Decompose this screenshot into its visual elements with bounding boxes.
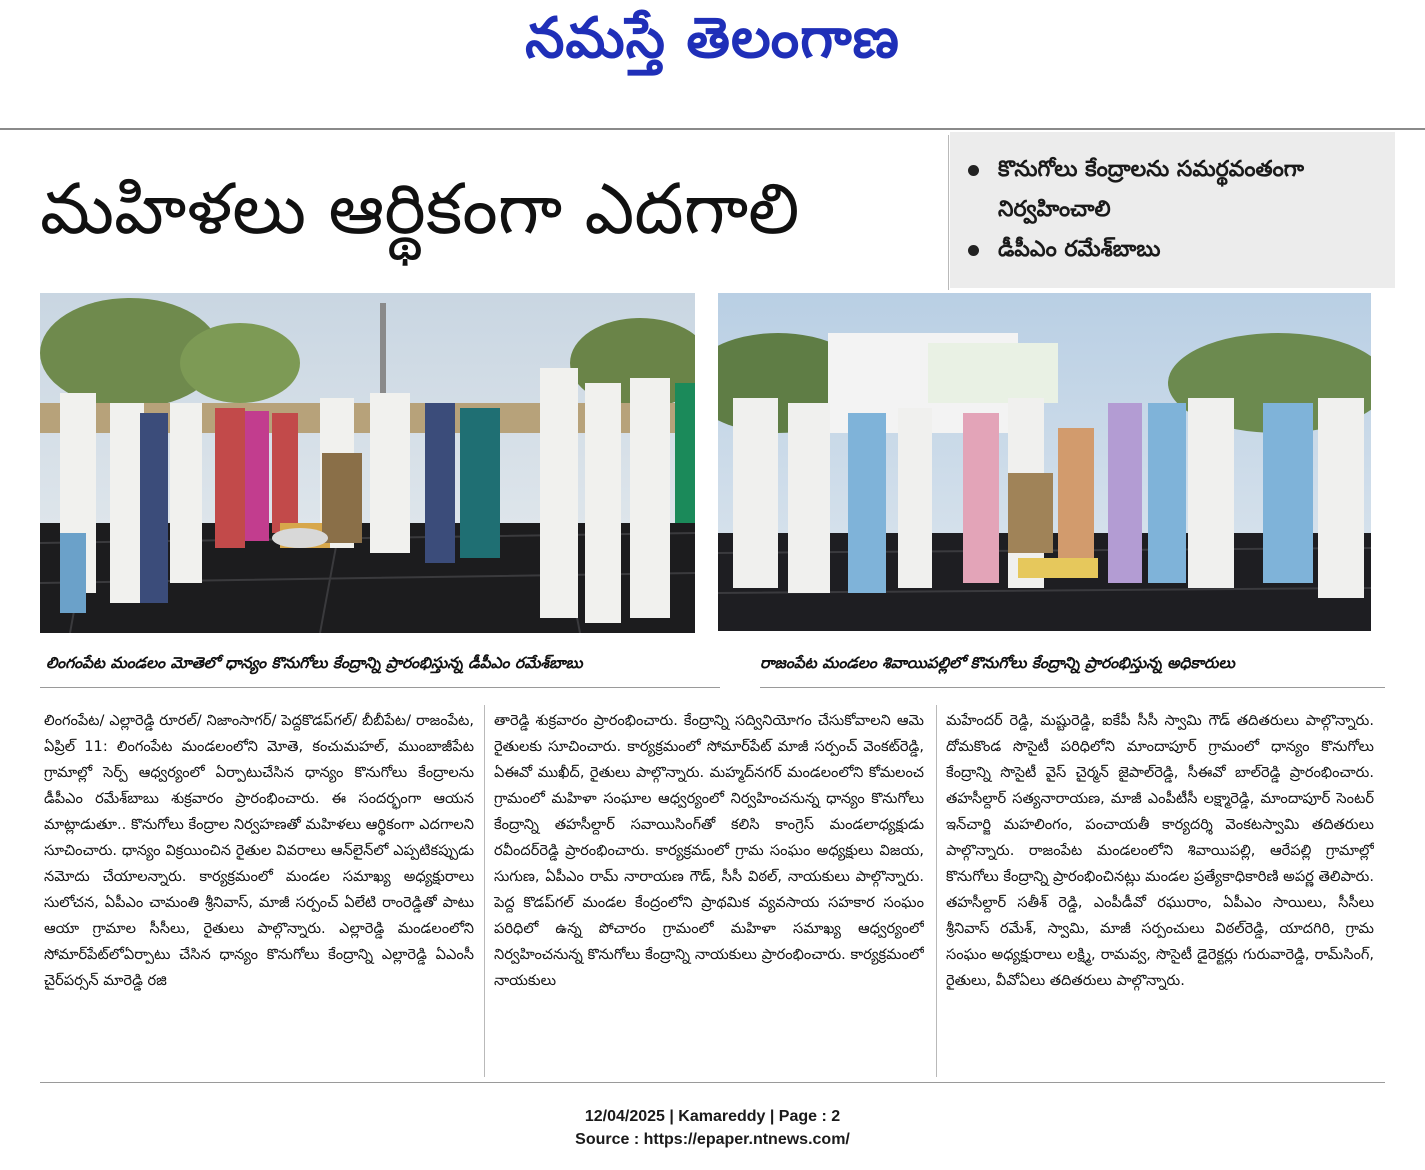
caption-divider-right [760, 687, 1385, 688]
caption-divider-left [40, 687, 720, 688]
bullet-icon [968, 245, 979, 256]
article-column-2 [494, 708, 924, 1076]
highlights-box [950, 132, 1395, 288]
column-divider [484, 705, 485, 1077]
newspaper-logo: నమస్తే తెలంగాణ [525, 6, 900, 71]
bullet-icon [968, 165, 979, 176]
highlight-item [964, 230, 1381, 270]
photo-right-caption: రాజంపేట మండలం శివాయిపల్లిలో కొనుగోలు కేంద్రాన్ని ప్రారంభిస్తున్న అధికారులు [760, 654, 1235, 672]
footer-dateline: 12/04/2025 | Kamareddy | Page : 2 [584, 1108, 841, 1125]
column-divider [936, 705, 937, 1077]
footer-source: Source : https://epaper.ntnews.com/ [575, 1131, 850, 1148]
headline-divider [948, 135, 949, 290]
photo-left-caption: లింగంపేట మండలం మోతెలో ధాన్యం కొనుగోలు కేంద్రాన్ని ప్రారంభిస్తున్న డీపీఎం రమేశ్‌బాబు [46, 654, 583, 672]
column-text: తారెడ్డి శుక్రవారం ప్రారంభించారు. కేంద్రాన్ని సద్వినియోగం చేసుకోవాలని ఆమె రైతులకు సూచించారు. కార్యక్రమంలో సోమార్‌పేట్‌ మాజీ సర్పంచ్‌ వెంకట్‌రెడ్డి, ఏఈవో ముఖీద్‌, రైతులు పాల్గొన్నారు. మహ్మద్‌నగర్‌ మండలంలోని కోమలంచ గ్రామంలో మహిళా సంఘాల ఆధ్వర్యంలో నిర్వహించనున్న ధాన్యం కొనుగోలు కేంద్రాన్ని తహసీల్దార్‌ సవాయిసింగ్‌తో కలిసి కాంగ్రెస్‌ మండలాధ్యక్షుడు రవీందర్‌రెడ్డి ప్రారంభించారు. కార్యక్రమంలో గ్రామ సంఘం అధ్యక్షులు విజయ, సుగుణ, ఏపీఎం రామ్‌ నారాయణ గౌడ్‌, సీసీ విఠల్‌, నాయకులు పాల్గొన్నారు. పెద్ద కొడప్‌గల్‌ మండల కేంద్రంలోని ప్రాథమిక వ్యవసాయ సహకార సంఘం పరిధిలో ఉన్న పోచారం గ్రామంలో మహిళా సమాఖ్య ఆధ్వర్యంలో నిర్వహించనున్న కొనుగోలు కేంద్రాన్ని నాయకులు ప్రారంభించారు. కార్యక్రమంలో నాయకులు [494, 712, 924, 989]
photo-right [718, 293, 1371, 631]
column-text: లింగంపేట/ ఎల్లారెడ్డి రూరల్‌/ నిజాంసాగర్‌/ పెద్దకొడప్‌గల్‌/ బీబీపేట/ రాజంపేట, ఏప్రిల్‌ 11: లింగంపేట మండలంలోని మోతె, కంచుమహల్‌, ముంబాజీపేట గ్రామాల్లో సెర్ప్‌ ఆధ్వర్యంలో ఏర్పాటుచేసిన ధాన్యం కొనుగోలు కేంద్రాలను డీపీఎం రమేశ్‌బాబు శుక్రవారం ప్రారంభించారు. ఈ సందర్భంగా ఆయన మాట్లాడుతూ.. కొనుగోలు కేంద్రాల నిర్వహణతో మహిళలు ఆర్థికంగా ఎదగాలని సూచించారు. ధాన్యం విక్రయించిన రైతుల వివరాలు ఆన్‌లైన్‌లో ఎప్పటికప్పుడు నమోదు చేయాలన్నారు. కార్యక్రమంలో మండల సమాఖ్య అధ్యక్షురాలు సులోచన, ఏపీఎం చామంతి శ్రీనివాస్‌, మాజీ సర్పంచ్‌ ఏలేటి రాంరెడ్డితో పాటు ఆయా గ్రామాల సీసీలు, రైతులు పాల్గొన్నారు. ఎల్లారెడ్డి మండలంలోని సోమార్‌పేట్‌లోఏర్పాటు చేసిన ధాన్యం కొనుగోలు కేంద్రాన్ని ఎల్లారెడ్డి ఏఎంసీ చైర్‌పర్సన్‌ మారెడ్డి రజి [44, 712, 474, 989]
column-text: మహేందర్‌ రెడ్డి, మష్టురెడ్డి, ఐకేపీ సీసీ స్వామి గౌడ్‌ తదితరులు పాల్గొన్నారు. దోమకొండ సొసైటీ పరిధిలోని మాందాపూర్‌ గ్రామంలో ధాన్యం కొనుగోలు కేంద్రాన్ని సొసైటీ వైస్‌ చైర్మన్‌ జైపాల్‌రెడ్డి, సీఈవో బాల్‌రెడ్డి ప్రారంభించారు. తహసీల్దార్‌ సత్యనారాయణ, మాజీ ఎంపీటీసీ లక్ష్మారెడ్డి, మాందాపూర్‌ సెంటర్‌ ఇన్‌చార్జి మహలింగం, పంచాయతీ కార్యదర్శి వెంకటస్వామి తదితరులు పాల్గొన్నారు. రాజంపేట మండలంలోని శివాయిపల్లి, ఆరేపల్లి గ్రామాల్లో కొనుగోలు కేంద్రాన్ని ప్రారంభించినట్లు మండల ప్రత్యేకాధికారిణి అపర్ణ తెలిపారు. తహసీల్దార్‌ సతీశ్‌ రెడ్డి, ఎంపీడీవో రఘురాం, ఏపీఎం సాయిలు, సీసీలు శ్రీనివాస్‌ రమేశ్‌, స్వామి, మాజీ సర్పంచులు విఠల్‌రెడ్డి, యాదగిరి, గ్రామ సంఘం అధ్యక్షురాలు లక్ష్మి, రామవ్వ, సొసైటీ డైరెక్టర్లు గురువారెడ్డి, రామ్‌సింగ్‌, రైతులు, వీవోఏలు తదితరులు పాల్గొన్నారు. [946, 712, 1374, 989]
article-bottom-rule [40, 1082, 1385, 1083]
masthead [0, 0, 1425, 130]
masthead-divider [0, 128, 1425, 130]
article-column-3 [946, 708, 1374, 1076]
article-headline: మహిళలు ఆర్థికంగా ఎదగాలి [40, 168, 800, 250]
photo-left [40, 293, 695, 633]
highlight-text: కొనుగోలు కేంద్రాలను సమర్థవంతంగా నిర్వహించాలి [998, 157, 1305, 222]
highlight-text: డీపీఎం రమేశ్‌బాబు [998, 237, 1161, 262]
article-column-1 [44, 708, 474, 1076]
highlight-item [964, 150, 1324, 230]
